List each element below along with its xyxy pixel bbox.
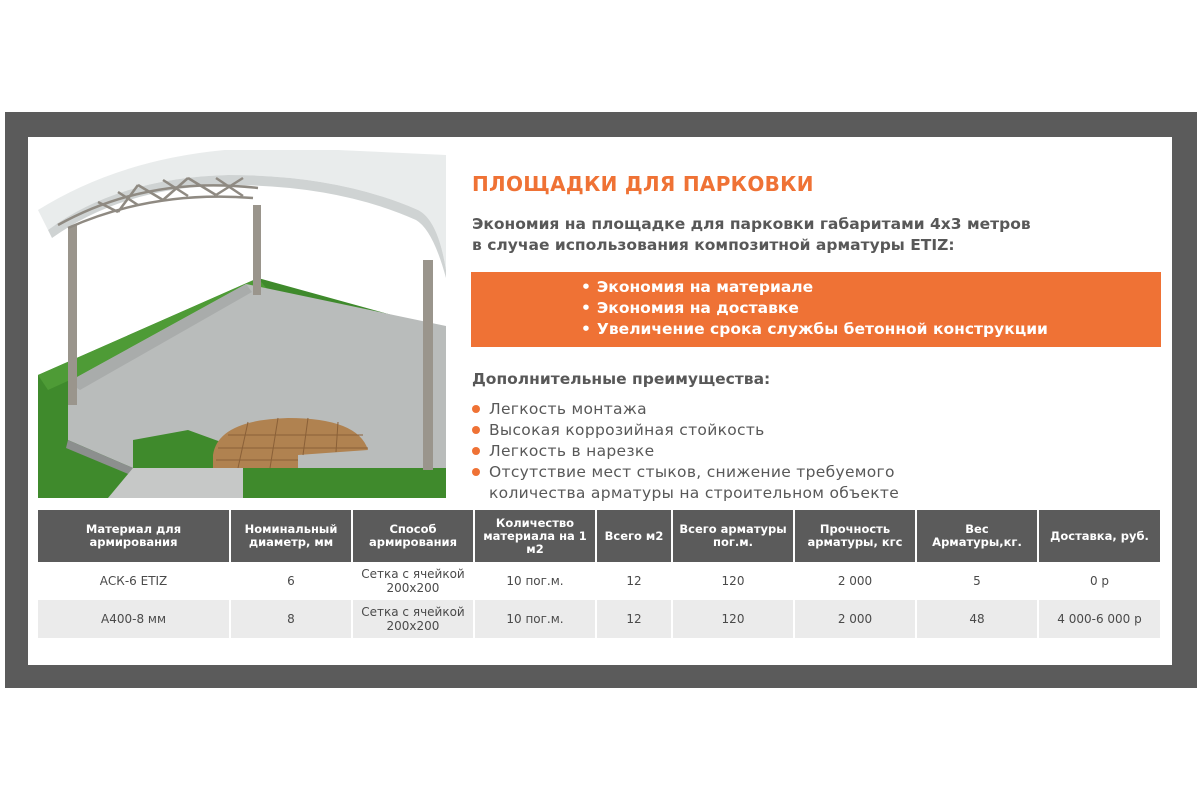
table-cell: 0 р xyxy=(1038,562,1160,600)
table-header: Вес Арматуры,кг. xyxy=(916,510,1038,562)
table-cell: 12 xyxy=(596,562,672,600)
table-row xyxy=(38,562,1160,600)
advantage-item xyxy=(470,462,899,504)
advantage-item xyxy=(470,399,899,420)
advantage-text: Легкость монтажа xyxy=(489,400,647,418)
table-cell: Сетка с ячейкой 200х200 xyxy=(352,562,474,600)
savings-list xyxy=(471,272,1161,340)
bullet-dot-icon xyxy=(472,405,480,413)
bullet-dot-icon xyxy=(472,468,480,476)
comparison-table xyxy=(38,510,1160,638)
table-cell: Сетка с ячейкой 200х200 xyxy=(352,600,474,638)
table-cell: 120 xyxy=(672,562,794,600)
table-cell: 2 000 xyxy=(794,600,916,638)
table-cell: 48 xyxy=(916,600,1038,638)
advantages-title: Дополнительные преимущества: xyxy=(472,370,771,388)
table-cell: АСК-6 ETIZ xyxy=(38,562,230,600)
table-header: Всего м2 xyxy=(596,510,672,562)
bullet-dot-icon xyxy=(472,426,480,434)
table-cell: 12 xyxy=(596,600,672,638)
table-header: Способ армирования xyxy=(352,510,474,562)
table-header: Материал для армирования xyxy=(38,510,230,562)
table-header: Доставка, руб. xyxy=(1038,510,1160,562)
advantage-text: Легкость в нарезке xyxy=(489,442,655,460)
table-cell: 120 xyxy=(672,600,794,638)
table-cell: 4 000-6 000 р xyxy=(1038,600,1160,638)
table-header: Прочность арматуры, кгс xyxy=(794,510,916,562)
table-cell: 8 xyxy=(230,600,352,638)
table-cell: А400-8 мм xyxy=(38,600,230,638)
advantage-item xyxy=(470,441,899,462)
lead-text xyxy=(472,214,1031,256)
table-header-row xyxy=(38,510,1160,562)
advantages-list xyxy=(470,399,899,504)
lead-line: в случае использования композитной арматуры ETIZ: xyxy=(472,236,955,254)
advantage-text: Отсутствие мест стыков, снижение требуемого количества арматуры на строительном объекте xyxy=(489,463,900,502)
bullet-dot-icon xyxy=(472,447,480,455)
table-header: Всего арматуры пог.м. xyxy=(672,510,794,562)
lead-line: Экономия на площадке для парковки габаритами 4х3 метров xyxy=(472,215,1031,233)
parking-canopy-illustration xyxy=(38,150,446,498)
table-cell: 5 xyxy=(916,562,1038,600)
section-title: ПЛОЩАДКИ ДЛЯ ПАРКОВКИ xyxy=(472,172,814,196)
table-header: Количество материала на 1 м2 xyxy=(474,510,596,562)
table-cell: 2 000 xyxy=(794,562,916,600)
savings-banner xyxy=(471,272,1161,347)
table-cell: 6 xyxy=(230,562,352,600)
savings-item: • Экономия на доставке xyxy=(581,298,1161,319)
savings-item: • Экономия на материале xyxy=(581,277,1161,298)
table-row xyxy=(38,600,1160,638)
table-cell: 10 пог.м. xyxy=(474,562,596,600)
table-cell: 10 пог.м. xyxy=(474,600,596,638)
savings-item: • Увеличение срока службы бетонной конструкции xyxy=(581,319,1161,340)
advantage-item xyxy=(470,420,899,441)
table-header: Номинальный диаметр, мм xyxy=(230,510,352,562)
advantage-text: Высокая коррозийная стойкость xyxy=(489,421,765,439)
